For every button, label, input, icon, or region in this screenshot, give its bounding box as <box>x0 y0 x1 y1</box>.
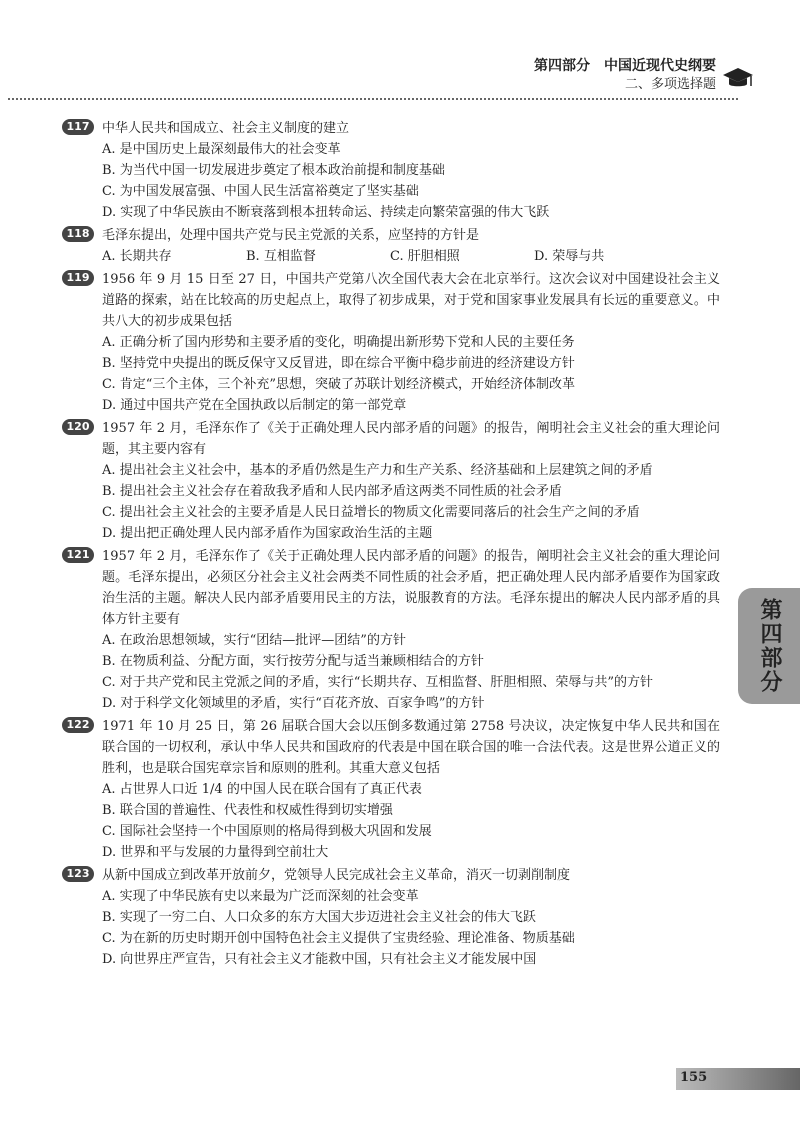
option-c: C. 肯定“三个主体，三个补充”思想，突破了苏联计划经济模式，开始经济体制改革 <box>102 377 576 392</box>
option-b: B. 坚持党中央提出的既反保守又反冒进，即在综合平衡中稳步前进的经济建设方针 <box>102 356 575 371</box>
page-number: 155 <box>680 1070 708 1085</box>
question-stem: 毛泽东提出，处理中国共产党与民主党派的关系，应坚持的方针是 <box>102 228 480 243</box>
question-117 <box>66 118 720 223</box>
option-a: A. 占世界人口近 1/4 的中国人民在联合国有了真正代表 <box>102 782 422 797</box>
option-a: A. 长期共存 <box>102 249 172 264</box>
question-number-badge: 118 <box>62 226 94 242</box>
option-d: D. 通过中国共产党在全国执政以后制定的第一部党章 <box>102 398 407 413</box>
option-a: A. 是中国历史上最深刻最伟大的社会变革 <box>102 142 341 157</box>
question-stem: 中华人民共和国成立、社会主义制度的建立 <box>102 121 350 136</box>
option-a: A. 实现了中华民族有史以来最为广泛而深刻的社会变革 <box>102 889 419 904</box>
option-b: B. 为当代中国一切发展进步奠定了根本政治前提和制度基础 <box>102 163 445 178</box>
option-d: D. 向世界庄严宣告，只有社会主义才能救中国，只有社会主义才能发展中国 <box>102 952 537 967</box>
question-stem: 1956 年 9 月 15 日至 27 日，中国共产党第八次全国代表大会在北京举行。这次会议对中国建设社会主义道路的探索，站在比较高的历史起点上，取得了初步成果，对于党和国家事业发展具有长远的重要意义。中共八大的初步成果包括 <box>102 272 720 329</box>
option-c: C. 为在新的历史时期开创中国特色社会主义提供了宝贵经验、理论准备、物质基础 <box>102 931 575 946</box>
option-d: D. 荣辱与共 <box>534 249 605 264</box>
option-c: C. 肝胆相照 <box>390 249 460 264</box>
header-divider <box>8 98 738 100</box>
option-a: A. 提出社会主义社会中，基本的矛盾仍然是生产力和生产关系、经济基础和上层建筑之间的矛盾 <box>102 463 653 478</box>
question-123 <box>66 865 720 970</box>
option-d: D. 实现了中华民族由不断衰落到根本扭转命运、持续走向繁荣富强的伟大飞跃 <box>102 205 550 220</box>
question-121 <box>66 546 720 714</box>
option-b: B. 在物质利益、分配方面，实行按劳分配与适当兼顾相结合的方针 <box>102 654 484 669</box>
option-a: A. 在政治思想领域，实行“团结—批评—团结”的方针 <box>102 633 406 648</box>
option-c: C. 提出社会主义社会的主要矛盾是人民日益增长的物质文化需要同落后的社会生产之间的矛盾 <box>102 505 640 520</box>
option-c: C. 为中国发展富强、中国人民生活富裕奠定了坚实基础 <box>102 184 419 199</box>
question-number-badge: 120 <box>62 419 94 435</box>
question-120 <box>66 418 720 544</box>
option-b: B. 互相监督 <box>246 249 316 264</box>
graduation-cap-icon <box>722 62 754 94</box>
option-d: D. 对于科学文化领域里的矛盾，实行“百花齐放、百家争鸣”的方针 <box>102 696 485 711</box>
question-number-badge: 117 <box>62 119 94 135</box>
question-list <box>66 118 720 972</box>
option-b: B. 实现了一穷二白、人口众多的东方大国大步迈进社会主义社会的伟大飞跃 <box>102 910 536 925</box>
question-stem: 从新中国成立到改革开放前夕，党领导人民完成社会主义革命，消灭一切剥削制度 <box>102 868 571 883</box>
option-b: B. 提出社会主义社会存在着敌我矛盾和人民内部矛盾这两类不同性质的社会矛盾 <box>102 484 562 499</box>
section-side-tab: 第四部分 <box>738 588 800 704</box>
question-119 <box>66 269 720 416</box>
header-part-title: 第四部分 中国近现代史纲要 <box>534 58 716 74</box>
question-number-badge: 121 <box>62 547 94 563</box>
question-stem: 1957 年 2 月，毛泽东作了《关于正确处理人民内部矛盾的问题》的报告，阐明社会主义社会的重大理论问题，其主要内容有 <box>102 421 720 457</box>
page-header <box>534 56 754 94</box>
option-d: D. 世界和平与发展的力量得到空前壮大 <box>102 845 329 860</box>
option-c: C. 对于共产党和民主党派之间的矛盾，实行“长期共存、互相监督、肝胆相照、荣辱与共”的方针 <box>102 675 654 690</box>
header-section-title: 二、多项选择题 <box>624 77 716 92</box>
options-row <box>80 246 720 267</box>
option-a: A. 正确分析了国内形势和主要矛盾的变化，明确提出新形势下党和人民的主要任务 <box>102 335 575 350</box>
option-c: C. 国际社会坚持一个中国原则的格局得到极大巩固和发展 <box>102 824 432 839</box>
question-118 <box>66 225 720 267</box>
question-number-badge: 122 <box>62 717 94 733</box>
option-b: B. 联合国的普遍性、代表性和权威性得到切实增强 <box>102 803 393 818</box>
page-footer-bar <box>676 1068 800 1090</box>
question-number-badge: 119 <box>62 270 94 286</box>
question-number-badge: 123 <box>62 866 94 882</box>
question-stem: 1957 年 2 月，毛泽东作了《关于正确处理人民内部矛盾的问题》的报告，阐明社会主义社会的重大理论问题。毛泽东提出，必须区分社会主义社会两类不同性质的社会矛盾，把正确处理人民内部矛盾要作为国家政治生活的主题。解决人民内部矛盾要用民主的方法，说服教育的方法。毛泽东提出的解决人民内部矛盾的具体方针主要有 <box>102 549 720 627</box>
option-d: D. 提出把正确处理人民内部矛盾作为国家政治生活的主题 <box>102 526 433 541</box>
question-stem: 1971 年 10 月 25 日，第 26 届联合国大会以压倒多数通过第 2758 号决议，决定恢复中华人民共和国在联合国的一切权利，承认中华人民共和国政府的代表是中国在联合国的唯一合法代表。这是世界公道正义的胜利，也是联合国宪章宗旨和原则的胜利。其重大意义包括 <box>102 719 720 776</box>
question-122 <box>66 716 720 863</box>
